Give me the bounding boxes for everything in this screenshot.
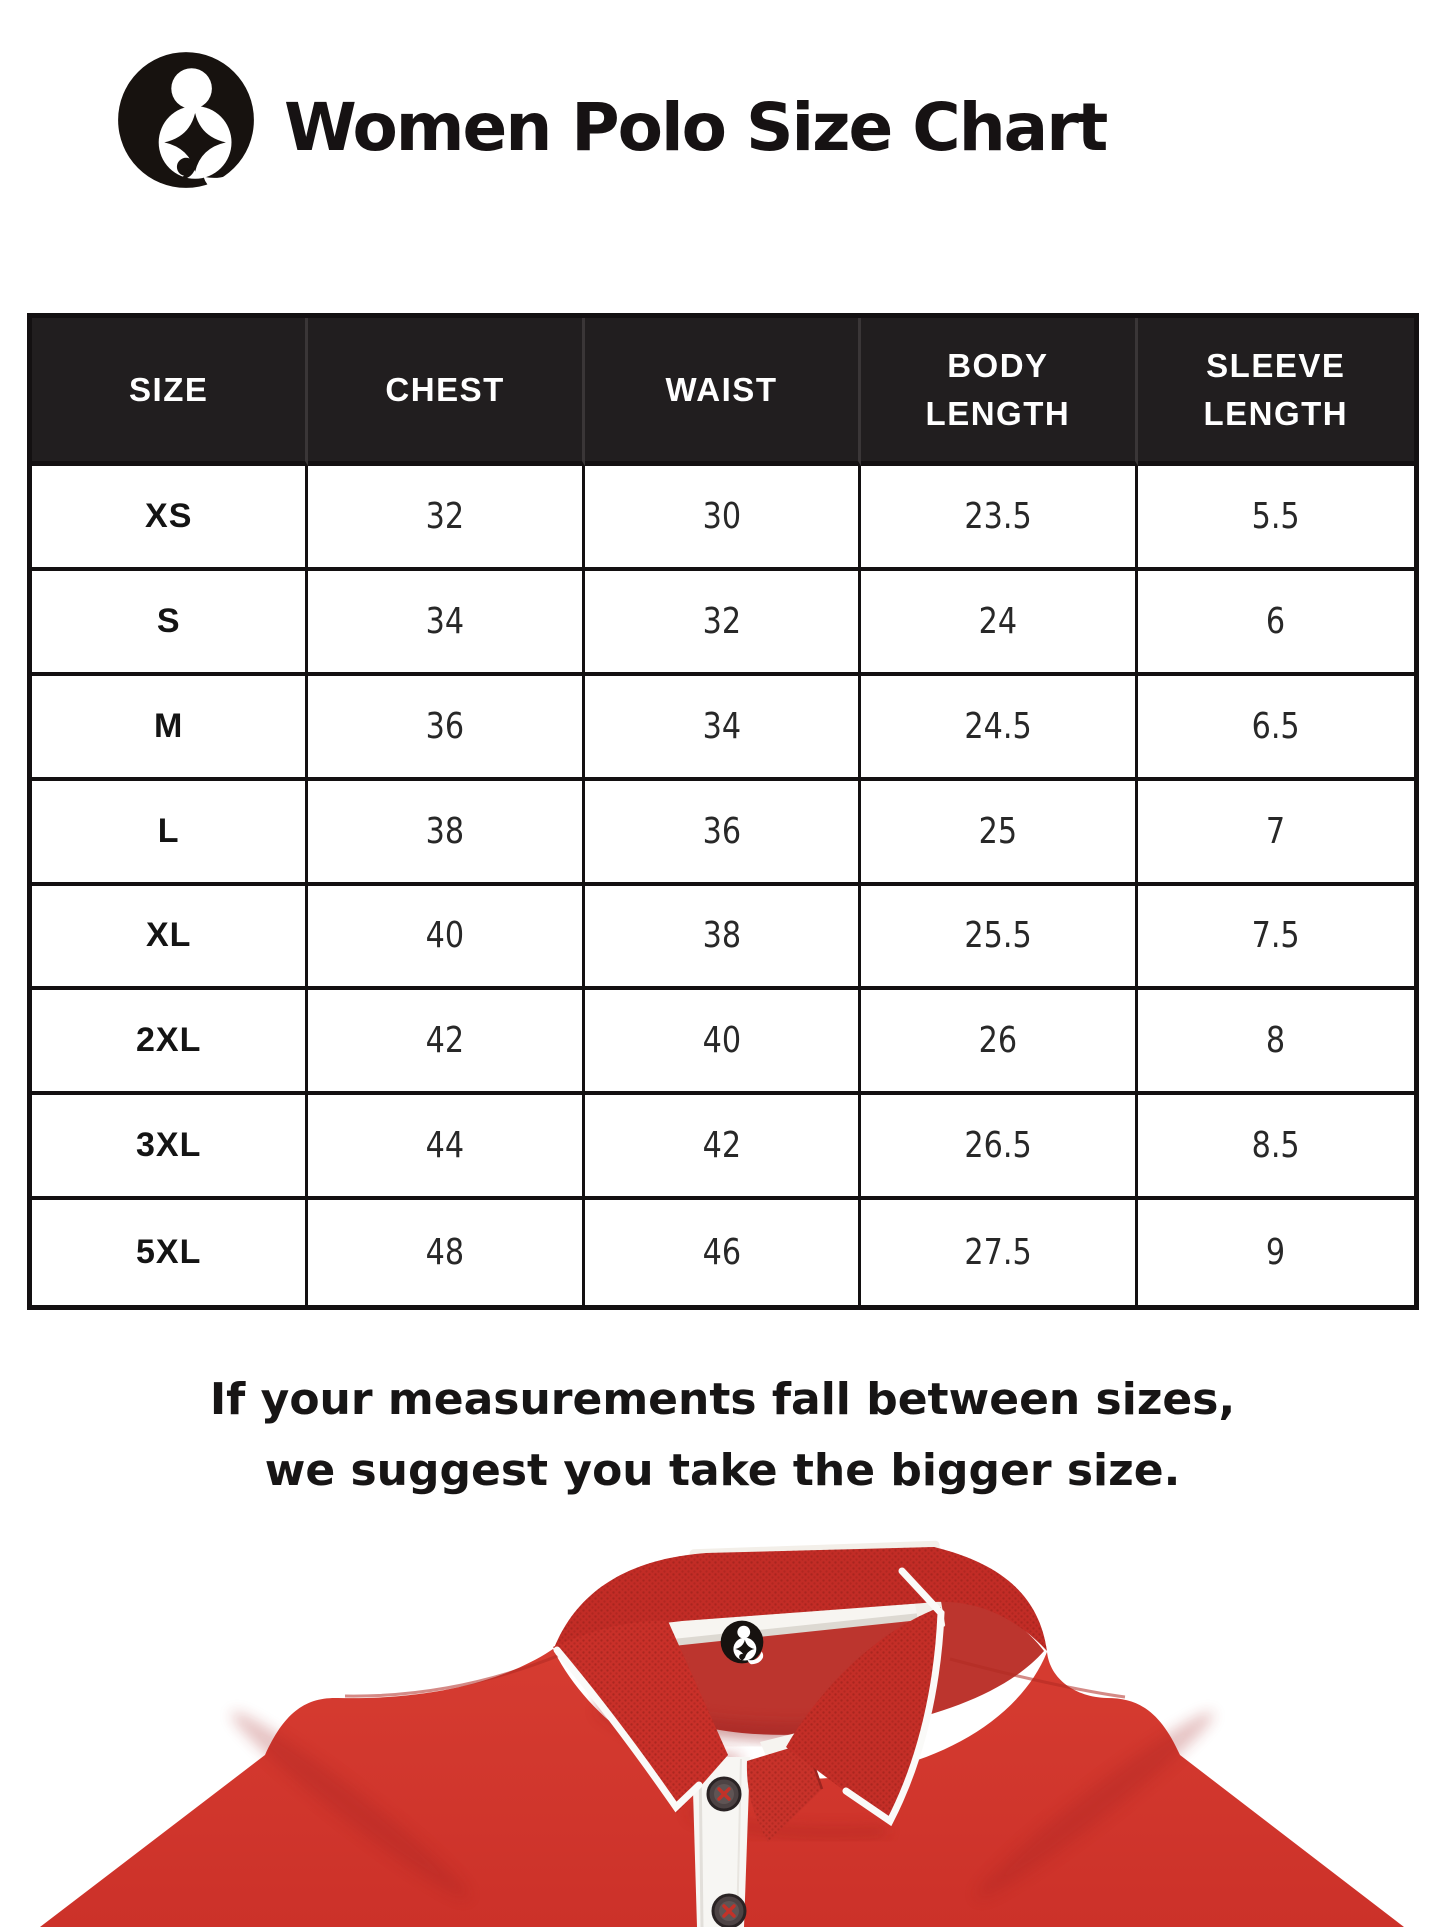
chest-cell: 38 <box>308 781 584 886</box>
waist-cell: 32 <box>585 571 861 676</box>
sleeve-length-cell: 8 <box>1138 990 1414 1095</box>
sleeve-length-cell: 6 <box>1138 571 1414 676</box>
waist-cell: 30 <box>585 466 861 571</box>
waist-cell: 38 <box>585 886 861 991</box>
page-title: Women Polo Size Chart <box>284 88 1107 166</box>
sleeve-length-cell: 5.5 <box>1138 466 1414 571</box>
waist-cell: 40 <box>585 990 861 1095</box>
sleeve-length-cell: 7 <box>1138 781 1414 886</box>
fit-note <box>0 1364 1445 1507</box>
column-header-body-length: BODY LENGTH <box>861 318 1137 466</box>
sleeve-length-cell: 8.5 <box>1138 1095 1414 1200</box>
column-header-chest: CHEST <box>308 318 584 466</box>
waist-cell: 46 <box>585 1200 861 1305</box>
chest-cell: 40 <box>308 886 584 991</box>
body-length-cell: 25.5 <box>861 886 1137 991</box>
body-length-cell: 24 <box>861 571 1137 676</box>
body-length-cell: 25 <box>861 781 1137 886</box>
column-header-waist: WAIST <box>585 318 861 466</box>
size-cell: 5XL <box>32 1200 308 1305</box>
waist-cell: 34 <box>585 676 861 781</box>
column-header-size: SIZE <box>32 318 308 466</box>
polo-button-bottom <box>713 1895 745 1927</box>
sleeve-length-cell: 7.5 <box>1138 886 1414 991</box>
size-cell: XS <box>32 466 308 571</box>
chest-cell: 48 <box>308 1200 584 1305</box>
waist-cell: 42 <box>585 1095 861 1200</box>
chest-cell: 34 <box>308 571 584 676</box>
size-cell: 3XL <box>32 1095 308 1200</box>
chest-cell: 32 <box>308 466 584 571</box>
waist-cell: 36 <box>585 781 861 886</box>
body-length-cell: 26 <box>861 990 1137 1095</box>
size-cell: 2XL <box>32 990 308 1095</box>
sleeve-length-cell: 6.5 <box>1138 676 1414 781</box>
chest-cell: 44 <box>308 1095 584 1200</box>
column-header-sleeve-length: SLEEVE LENGTH <box>1138 318 1414 466</box>
polo-button-top <box>708 1778 740 1810</box>
body-length-cell: 23.5 <box>861 466 1137 571</box>
sleeve-length-cell: 9 <box>1138 1200 1414 1305</box>
fit-note-line-1: If your measurements fall between sizes, <box>209 1374 1236 1425</box>
size-cell: M <box>32 676 308 781</box>
body-length-cell: 24.5 <box>861 676 1137 781</box>
body-length-cell: 27.5 <box>861 1200 1137 1305</box>
size-cell: XL <box>32 886 308 991</box>
body-length-cell: 26.5 <box>861 1095 1137 1200</box>
size-cell: S <box>32 571 308 676</box>
polo-product-image <box>0 1537 1445 1927</box>
mother-and-child-icon <box>116 42 256 198</box>
red-polo-collar-illustration <box>0 1537 1445 1927</box>
size-table <box>27 313 1419 1310</box>
fit-note-line-2: we suggest you take the bigger size. <box>264 1445 1181 1497</box>
chest-cell: 36 <box>308 676 584 781</box>
chest-cell: 42 <box>308 990 584 1095</box>
size-cell: L <box>32 781 308 886</box>
